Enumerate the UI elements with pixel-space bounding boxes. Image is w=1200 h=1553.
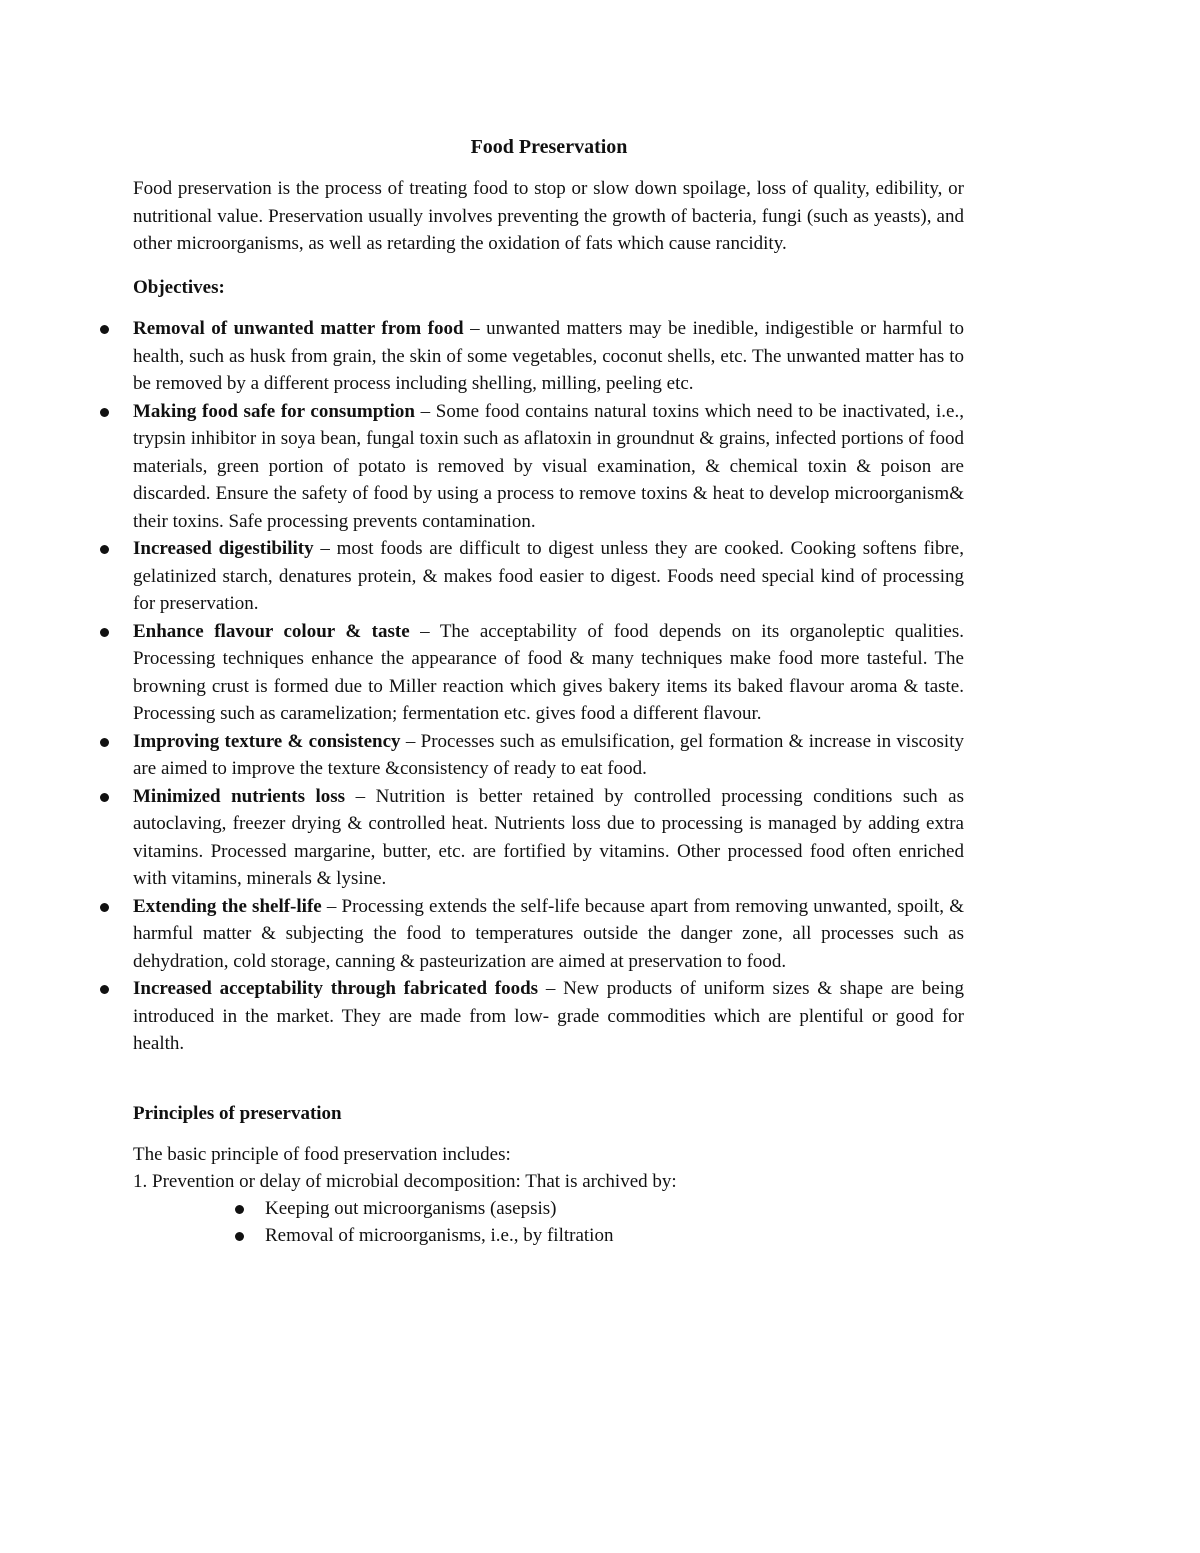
bullet-icon — [100, 408, 109, 417]
objective-text: – Nutrition is better retained by controlled processing conditions such as autoclaving, freezer drying & controlled heat. Nutrients loss due to processing is managed by adding extra vitamins. Processed margarine, butter, etc. are fortified by vitamins. Other processed food often enriched with vitamins, minerals & lysine. — [133, 785, 964, 889]
intro-paragraph: Food preservation is the process of treating food to stop or slow down spoilage, loss of quality, edibility, or nutritional value. Preservation usually involves preventing the growth of bacteria, fungi (such as yeasts), and other microorganisms, as well as retarding the oxidation of fats which cause rancidity. — [133, 178, 964, 254]
principles-sublist — [133, 1195, 964, 1249]
principles-point-1: 1. Prevention or delay of microbial decomposition: That is archived by: — [133, 1171, 677, 1192]
objective-term: Improving texture & consistency — [133, 730, 401, 752]
objective-term: Minimized nutrients loss — [133, 785, 346, 807]
document-title: Food Preservation — [470, 136, 628, 158]
objective-term: Extending the shelf-life — [133, 895, 322, 917]
objective-text: – The acceptability of food depends on its organoleptic qualities. Processing techniques enhance the appearance of food & many techniques make food more tasteful. The browning crust is formed due to Miller reaction which gives bakery items its baked flavour aroma & taste. Processing such as caramelization; fermentation etc. gives food a different flavour. — [133, 620, 964, 724]
objectives-heading: Objectives: — [133, 276, 225, 298]
bullet-icon — [100, 903, 109, 912]
objectives-list — [133, 315, 964, 1058]
objective-item — [133, 398, 964, 536]
bullet-icon — [100, 628, 109, 637]
bullet-icon — [100, 545, 109, 554]
objective-text: – New products of uniform sizes & shape are being introduced in the market. They are made from low- grade commodities which are plentiful or good for health. — [133, 978, 964, 1054]
bullet-icon — [100, 985, 109, 994]
objective-item — [133, 728, 964, 783]
objective-item — [133, 535, 964, 618]
objective-text: – most foods are difficult to digest unless they are cooked. Cooking softens fibre, gelatinized starch, denatures protein, & makes food easier to digest. Foods need special kind of processing for preservation. — [133, 538, 964, 614]
objective-item — [133, 975, 964, 1058]
principles-subitem — [265, 1195, 964, 1222]
objective-text: – Processes such as emulsification, gel formation & increase in viscosity are aimed to improve the texture &consistency of ready to eat food. — [133, 730, 964, 779]
objective-item — [133, 893, 964, 976]
principles-subitem-text: Keeping out microorganisms (asepsis) — [265, 1198, 557, 1219]
objective-text: – Some food contains natural toxins which need to be inactivated, i.e., trypsin inhibitor in soya bean, fungal toxin such as aflatoxin in groundnut & grains, infected portions of food materials, green portion of potato is removed by visual examination, & chemical toxin & poison are discarded. Ensure the safety of food by using a process to remove toxins & heat to develop microorganism& their toxins. Safe processing prevents contamination. — [133, 400, 964, 532]
bullet-icon — [235, 1205, 244, 1214]
bullet-icon — [100, 793, 109, 802]
objective-text: – Processing extends the self-life because apart from removing unwanted, spoilt, & harmful matter & subjecting the food to temperatures outside the danger zone, all processes such as dehydration, cold storage, canning & pasteurization are aimed at preservation to food. — [133, 895, 964, 972]
bullet-icon — [100, 325, 109, 334]
principles-heading: Principles of preservation — [133, 1102, 342, 1124]
objective-term: Increased acceptability through fabricated foods — [133, 978, 539, 999]
objective-item — [133, 618, 964, 728]
objective-item — [133, 783, 964, 893]
principles-subitem — [265, 1222, 964, 1249]
objective-text: – unwanted matters may be inedible, indigestible or harmful to health, such as husk from grain, the skin of some vegetables, coconut shells, etc. The unwanted matter has to be removed by a different process including shelling, milling, peeling etc. — [133, 318, 965, 394]
objective-term: Making food safe for consumption — [133, 400, 415, 422]
bullet-icon — [100, 738, 109, 747]
principles-subitem-text: Removal of microorganisms, i.e., by filtration — [265, 1225, 614, 1246]
principles-intro: The basic principle of food preservation includes: — [133, 1144, 511, 1165]
objective-item — [133, 315, 964, 398]
objective-term: Removal of unwanted matter from food — [133, 318, 464, 339]
bullet-icon — [235, 1232, 244, 1241]
objective-term: Increased digestibility — [133, 538, 314, 559]
document-body — [133, 175, 964, 1249]
objective-term: Enhance flavour colour & taste — [133, 620, 410, 642]
